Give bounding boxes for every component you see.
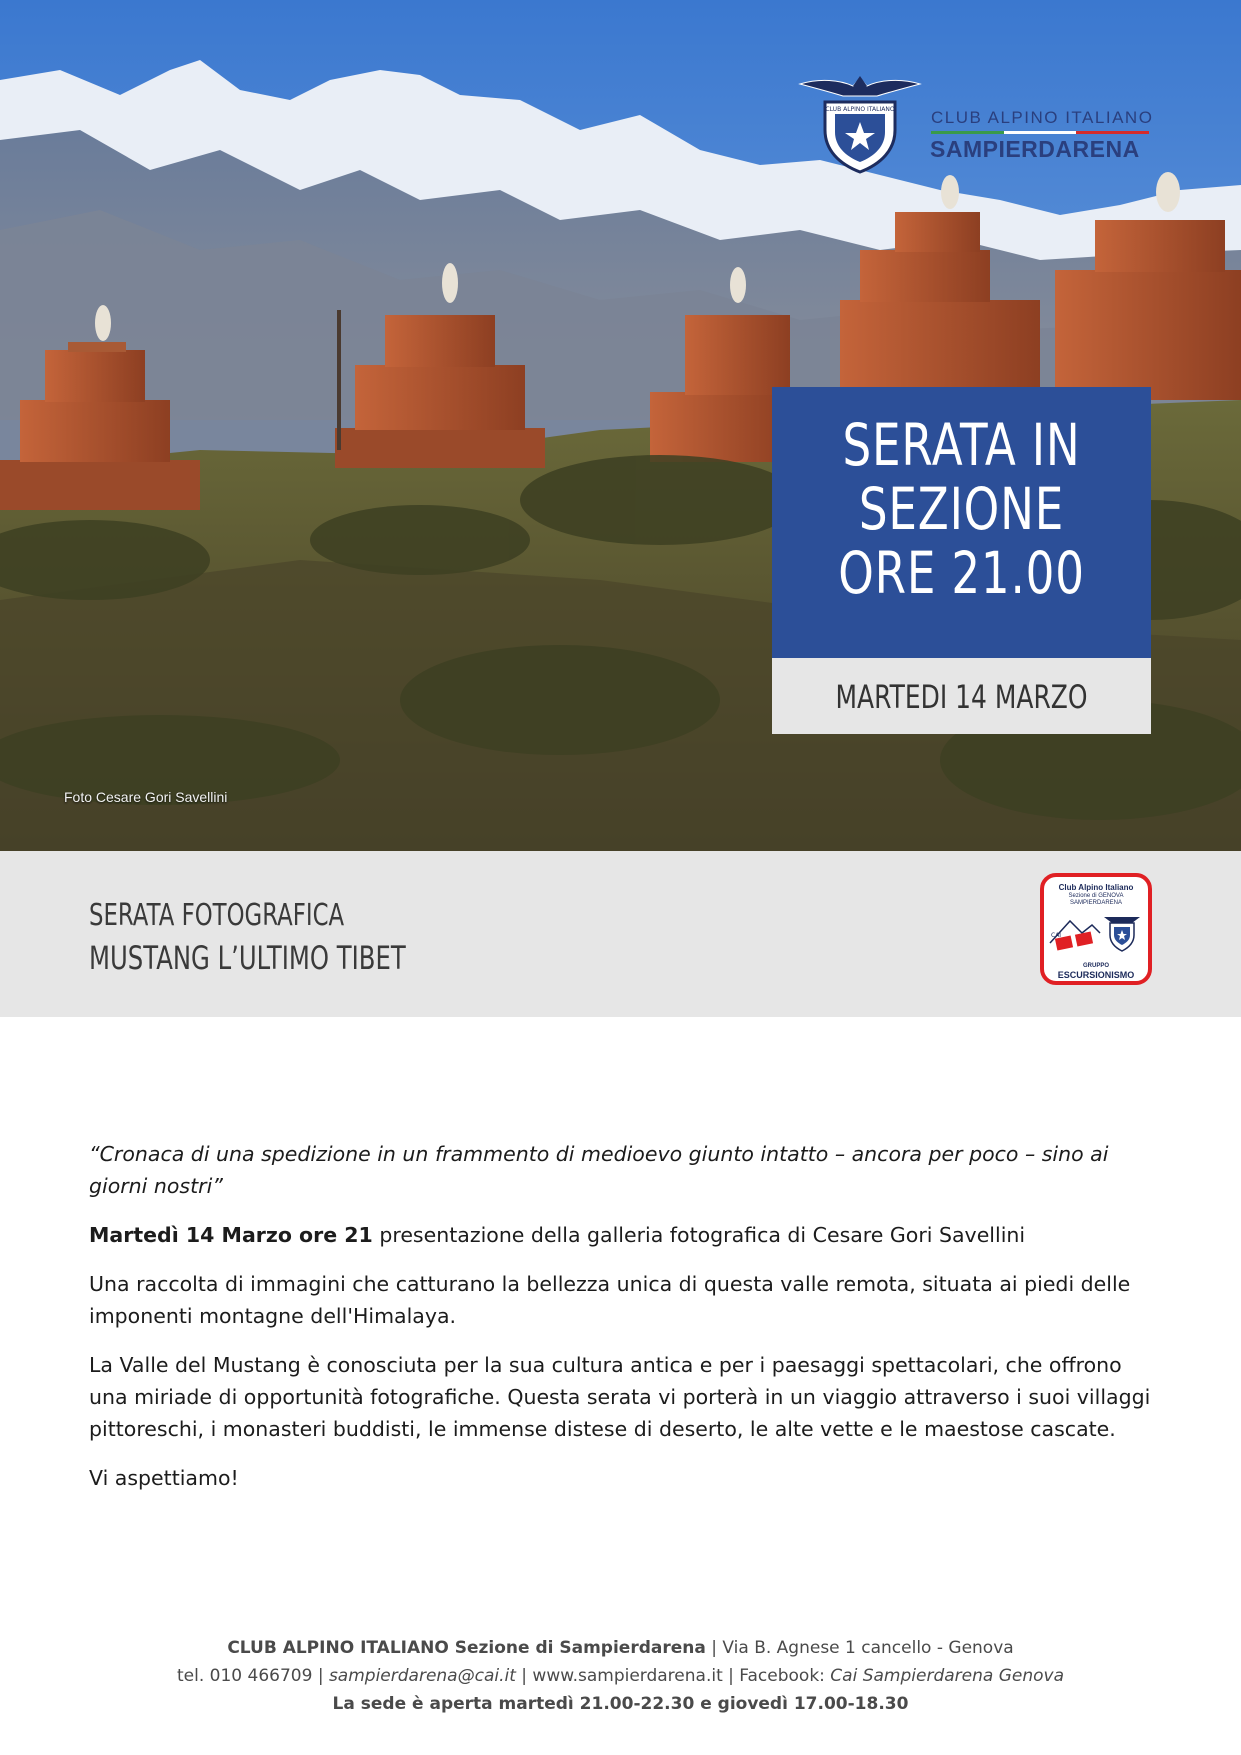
cai-section-name: SAMPIERDARENA (930, 136, 1140, 162)
mountain-flags-icon (1048, 903, 1144, 961)
event-name: MUSTANG L’ULTIMO TIBET (89, 939, 406, 977)
event-date-box (772, 658, 1151, 734)
footer-tel: tel. 010 466709 | (177, 1666, 329, 1686)
paragraph-description-2: La Valle del Mustang è conosciuta per la sua cultura antica e per i paesaggi spettacolari, che offrono una miriade di opportunità fotografiche. Questa serata vi porterà in un viaggio attraverso i suoi villaggi pittoreschi, i monasteri buddisti, le immense distese di deserto, le alte vette e le maestose cascate. (89, 1353, 1151, 1441)
footer-org: CLUB ALPINO ITALIANO Sezione di Sampierdarena (227, 1638, 706, 1658)
tricolor-stripe (931, 131, 1149, 134)
footer-line-1 (0, 1634, 1241, 1662)
footer-facebook[interactable]: Cai Sampierdarena Genova (830, 1666, 1064, 1686)
footer-web[interactable]: | www.sampierdarena.it | Facebook: (515, 1666, 831, 1686)
paragraph-date (89, 1219, 1159, 1251)
event-title-line-2: SEZIONE (858, 475, 1065, 543)
badge-subtitle: Sezione di GENOVA SAMPIERDARENA (1068, 893, 1124, 906)
date-rest: presentazione della galleria fotografica di Cesare Gori Savellini (372, 1223, 1026, 1247)
quote: “Cronaca di una spedizione in un frammento di medioevo giunto intatto – ancora per poco – sino ai giorni nostri” (89, 1142, 1109, 1198)
event-type: SERATA FOTOGRAFICA (89, 898, 345, 933)
escursionismo-badge (1040, 873, 1152, 985)
badge-title: Club Alpino Italiano (1058, 883, 1134, 892)
footer-line-3 (0, 1690, 1241, 1718)
badge-group: GRUPPO ESCURSIONISMO (1057, 963, 1135, 980)
svg-text:CLUB ALPINO ITALIANO: CLUB ALPINO ITALIANO (825, 106, 895, 113)
cai-emblem-icon (795, 72, 925, 182)
closing-line: Vi aspettiamo! (89, 1466, 239, 1490)
footer-address: | Via B. Agnese 1 cancello - Genova (705, 1638, 1014, 1658)
photo-credit: Foto Cesare Gori Savellini (64, 789, 228, 805)
body-text (89, 1138, 1159, 1511)
event-title-line-3: ORE 21.00 (838, 539, 1085, 607)
footer (0, 1634, 1241, 1718)
event-title-box (772, 387, 1151, 658)
footer-line-2 (0, 1662, 1241, 1690)
cai-logo (795, 72, 1155, 182)
date-bold: Martedì 14 Marzo ore 21 (89, 1223, 373, 1247)
footer-email[interactable]: sampierdarena@cai.it (328, 1666, 516, 1686)
cai-title: CLUB ALPINO ITALIANO (931, 108, 1154, 127)
paragraph-description-1: Una raccolta di immagini che catturano la bellezza unica di questa valle remota, situata ai piedi delle imponenti montagne dell'Himalaya. (89, 1272, 1131, 1328)
svg-text:CAI: CAI (1051, 932, 1062, 939)
event-title-line-1: SERATA IN (842, 411, 1081, 479)
event-title (814, 413, 1110, 605)
event-date: MARTEDI 14 MARZO (835, 678, 1088, 716)
footer-hours: La sede è aperta martedì 21.00-22.30 e giovedì 17.00-18.30 (332, 1694, 909, 1714)
